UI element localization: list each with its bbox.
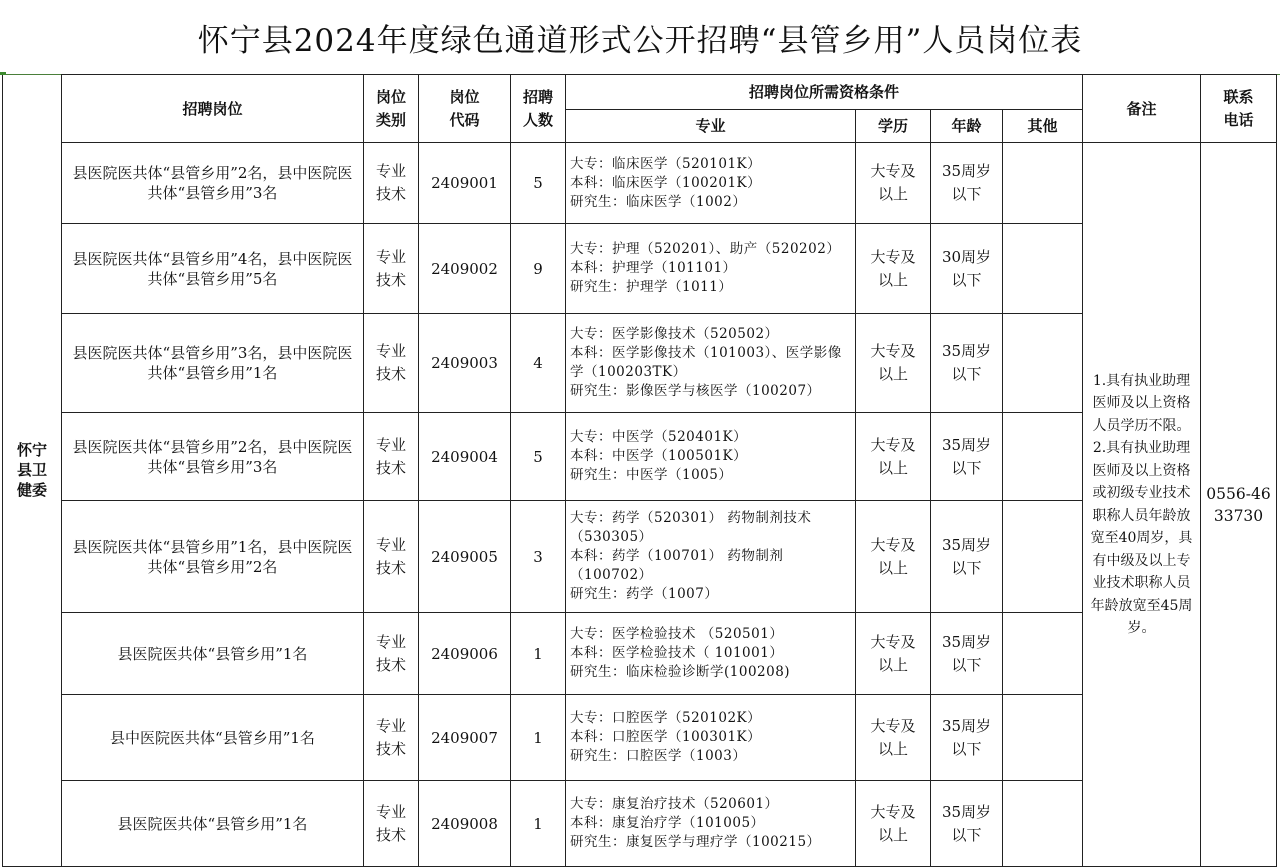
count-cell: 1 <box>511 695 566 781</box>
header-category-label: 岗位类别 <box>375 87 406 129</box>
other-cell <box>1003 501 1083 613</box>
category-cell <box>364 224 419 314</box>
education-label: 大专及以上 <box>870 802 916 844</box>
education-label: 大专及以上 <box>870 535 916 577</box>
department-cell <box>3 75 62 867</box>
category-label: 专业技术 <box>375 802 406 844</box>
other-cell <box>1003 413 1083 501</box>
header-post: 招聘岗位 <box>62 75 364 143</box>
major-cell: 大专：药学（520301） 药物制剂技术（530305） 本科：药学（100701） 药物制剂（100702） 研究生：药学（1007） <box>566 501 856 613</box>
education-label: 大专及以上 <box>870 435 916 477</box>
page-title: 怀宁县2024年度绿色通道形式公开招聘“县管乡用”人员岗位表 <box>0 0 1280 75</box>
post-cell: 县医院医共体“县管乡用”1名 <box>62 613 364 695</box>
category-cell <box>364 613 419 695</box>
header-requirements: 招聘岗位所需资格条件 <box>566 75 1083 110</box>
post-cell: 县医院医共体“县管乡用”4名，县中医院医共体“县管乡用”5名 <box>62 224 364 314</box>
header-major: 专业 <box>566 110 856 143</box>
education-label: 大专及以上 <box>870 716 916 758</box>
category-cell <box>364 695 419 781</box>
header-row-1 <box>3 75 1277 110</box>
count-cell: 4 <box>511 314 566 413</box>
age-label: 35周岁以下 <box>941 716 992 758</box>
education-label: 大专及以上 <box>870 342 916 383</box>
major-cell: 大专：中医学（520401K） 本科：中医学（100501K） 研究生：中医学（1005） <box>566 413 856 501</box>
post-cell: 县医院医共体“县管乡用”1名，县中医院医共体“县管乡用”2名 <box>62 501 364 613</box>
major-cell: 大专：口腔医学（520102K） 本科：口腔医学（100301K） 研究生：口腔医学（1003） <box>566 695 856 781</box>
remark-cell: 1.具有执业助理医师及以上资格人员学历不限。2.具有执业助理医师及以上资格或初级专业技术职称人员年龄放宽至40周岁，具有中级及以上专业技术职称人员年龄放宽至45周岁。 <box>1083 143 1201 867</box>
category-cell <box>364 781 419 867</box>
header-education: 学历 <box>856 110 931 143</box>
major-cell: 大专：医学影像技术（520502） 本科：医学影像技术（101003）、医学影像学（100203TK） 研究生：影像医学与核医学（100207） <box>566 314 856 413</box>
category-cell <box>364 501 419 613</box>
major-cell: 大专：护理（520201）、助产（520202） 本科：护理学（101101） 研究生：护理学（1011） <box>566 224 856 314</box>
education-cell <box>856 613 931 695</box>
table-row <box>3 143 1277 224</box>
major-cell: 大专：临床医学（520101K） 本科：临床医学（100201K） 研究生：临床医学（1002） <box>566 143 856 224</box>
age-cell <box>931 781 1003 867</box>
education-cell <box>856 143 931 224</box>
age-cell <box>931 413 1003 501</box>
header-count <box>511 75 566 143</box>
category-label: 专业技术 <box>375 247 406 289</box>
category-cell <box>364 314 419 413</box>
category-cell <box>364 413 419 501</box>
age-cell <box>931 695 1003 781</box>
code-cell: 2409003 <box>419 314 511 413</box>
education-cell <box>856 413 931 501</box>
department-label: 怀宁县卫健委 <box>16 441 47 500</box>
header-other: 其他 <box>1003 110 1083 143</box>
header-code <box>419 75 511 143</box>
age-label: 30周岁以下 <box>941 247 992 289</box>
education-cell <box>856 781 931 867</box>
major-cell: 大专：医学检验技术 （520501） 本科：医学检验技术（ 101001） 研究生：临床检验诊断学(100208) <box>566 613 856 695</box>
header-phone-label: 联系电话 <box>1223 87 1254 129</box>
age-label: 35周岁以下 <box>941 632 992 674</box>
job-table <box>2 74 1277 867</box>
header-phone <box>1201 75 1277 143</box>
age-cell <box>931 224 1003 314</box>
phone-label: 0556-4633730 <box>1206 484 1271 525</box>
code-cell: 2409004 <box>419 413 511 501</box>
category-label: 专业技术 <box>375 342 406 383</box>
header-age: 年龄 <box>931 110 1003 143</box>
code-cell: 2409005 <box>419 501 511 613</box>
code-cell: 2409002 <box>419 224 511 314</box>
age-label: 35周岁以下 <box>941 162 992 203</box>
age-label: 35周岁以下 <box>941 802 992 844</box>
post-cell: 县医院医共体“县管乡用”2名，县中医院医共体“县管乡用”3名 <box>62 143 364 224</box>
age-cell <box>931 314 1003 413</box>
other-cell <box>1003 613 1083 695</box>
education-cell <box>856 501 931 613</box>
header-count-label: 招聘人数 <box>522 87 553 129</box>
count-cell: 5 <box>511 143 566 224</box>
category-label: 专业技术 <box>375 716 406 758</box>
post-cell: 县中医院医共体“县管乡用”1名 <box>62 695 364 781</box>
post-cell: 县医院医共体“县管乡用”2名，县中医院医共体“县管乡用”3名 <box>62 413 364 501</box>
education-label: 大专及以上 <box>870 247 916 289</box>
other-cell <box>1003 314 1083 413</box>
education-label: 大专及以上 <box>870 632 916 674</box>
code-cell: 2409006 <box>419 613 511 695</box>
age-cell <box>931 501 1003 613</box>
header-remark: 备注 <box>1083 75 1201 143</box>
category-label: 专业技术 <box>375 162 406 203</box>
age-cell <box>931 143 1003 224</box>
other-cell <box>1003 695 1083 781</box>
count-cell: 3 <box>511 501 566 613</box>
other-cell <box>1003 224 1083 314</box>
count-cell: 9 <box>511 224 566 314</box>
count-cell: 5 <box>511 413 566 501</box>
education-cell <box>856 314 931 413</box>
other-cell <box>1003 781 1083 867</box>
age-label: 35周岁以下 <box>941 435 992 477</box>
post-cell: 县医院医共体“县管乡用”1名 <box>62 781 364 867</box>
education-cell <box>856 695 931 781</box>
category-label: 专业技术 <box>375 535 406 577</box>
education-label: 大专及以上 <box>870 162 916 203</box>
category-label: 专业技术 <box>375 632 406 674</box>
age-label: 35周岁以下 <box>941 342 992 383</box>
count-cell: 1 <box>511 781 566 867</box>
age-label: 35周岁以下 <box>941 535 992 577</box>
category-cell <box>364 143 419 224</box>
code-cell: 2409001 <box>419 143 511 224</box>
count-cell: 1 <box>511 613 566 695</box>
header-category <box>364 75 419 143</box>
category-label: 专业技术 <box>375 435 406 477</box>
education-cell <box>856 224 931 314</box>
other-cell <box>1003 143 1083 224</box>
code-cell: 2409007 <box>419 695 511 781</box>
age-cell <box>931 613 1003 695</box>
major-cell: 大专：康复治疗技术（520601） 本科：康复治疗学（101005） 研究生：康复医学与理疗学（100215） <box>566 781 856 867</box>
phone-cell <box>1201 143 1277 867</box>
header-code-label: 岗位代码 <box>449 87 480 129</box>
post-cell: 县医院医共体“县管乡用”3名，县中医院医共体“县管乡用”1名 <box>62 314 364 413</box>
code-cell: 2409008 <box>419 781 511 867</box>
